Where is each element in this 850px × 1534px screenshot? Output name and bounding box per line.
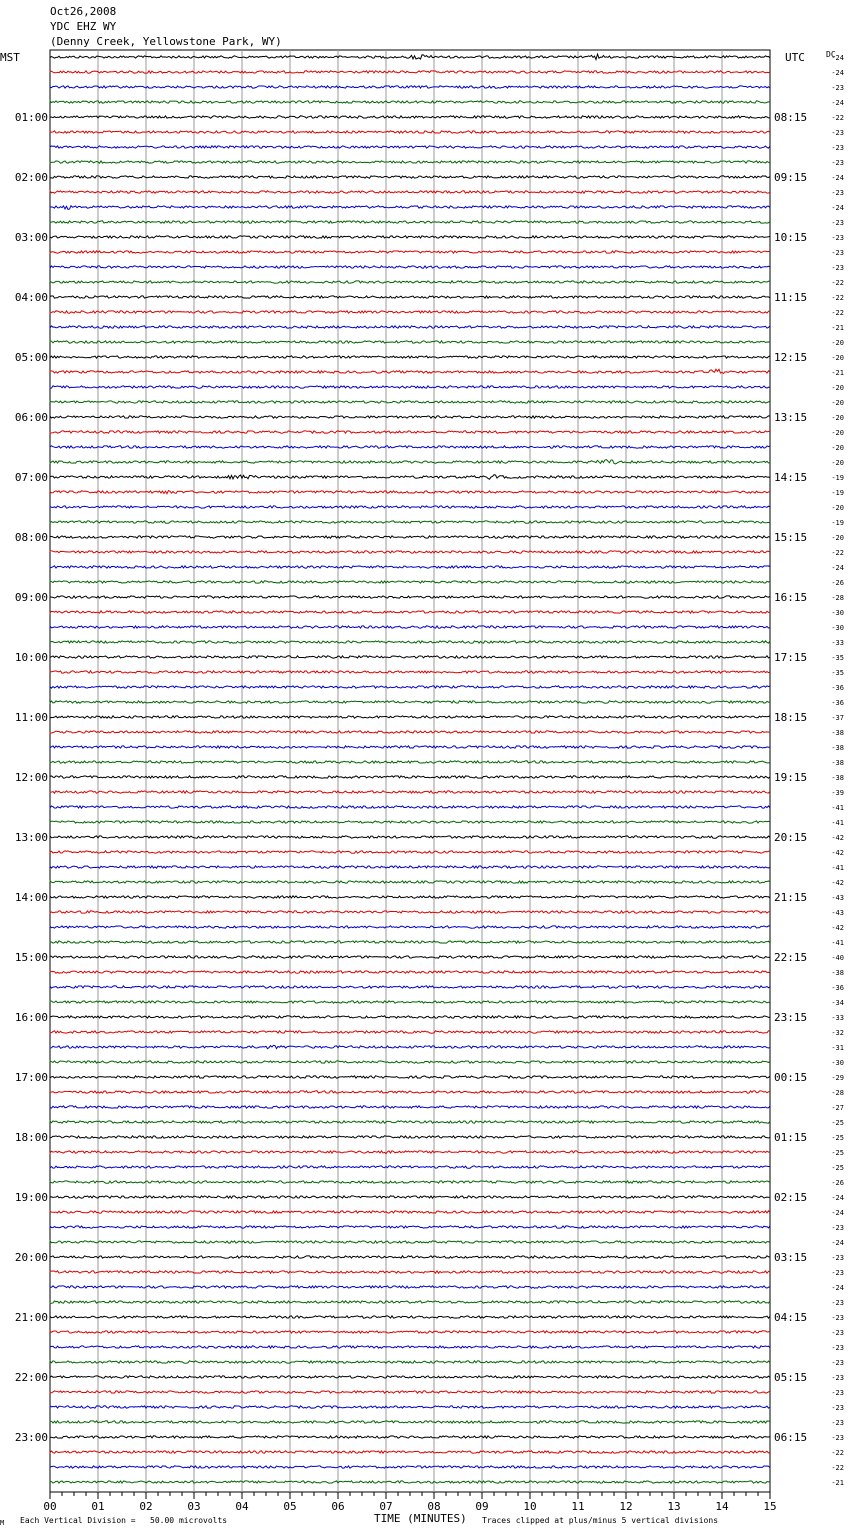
- seismic-trace: [50, 491, 770, 494]
- seismic-trace: [50, 926, 770, 928]
- date-label: Oct26,2008: [50, 5, 117, 18]
- seismic-trace: [50, 1451, 770, 1453]
- dc-offset-label: -24: [831, 1209, 844, 1217]
- dc-offset-label: -41: [831, 864, 844, 872]
- seismic-trace: [50, 866, 770, 868]
- seismic-trace: [50, 161, 770, 163]
- dc-offset-label: -42: [831, 879, 844, 887]
- seismic-trace: [50, 1211, 770, 1213]
- seismic-trace: [50, 1136, 770, 1138]
- dc-offset-label: -42: [831, 834, 844, 842]
- dc-offset-label: -23: [831, 1389, 844, 1397]
- seismic-trace: [50, 416, 770, 418]
- dc-offset-label: -31: [831, 1044, 844, 1052]
- dc-offset-label: -23: [831, 159, 844, 167]
- dc-offset-label: -19: [831, 489, 844, 497]
- seismic-trace: [50, 1271, 770, 1273]
- dc-offset-label: -40: [831, 954, 844, 962]
- seismic-trace: [50, 896, 770, 898]
- left-hour-label: 20:00: [14, 1251, 48, 1264]
- dc-offset-label: -24: [831, 1284, 844, 1292]
- left-hour-label: 04:00: [14, 291, 48, 304]
- seismic-trace: [50, 281, 770, 283]
- right-hour-label: 09:15: [774, 171, 808, 184]
- dc-offset-label: -21: [831, 369, 844, 377]
- left-hour-label: 09:00: [14, 591, 48, 604]
- right-hour-label: 20:15: [774, 831, 808, 844]
- seismic-trace: [50, 116, 770, 118]
- seismic-trace: [50, 1226, 770, 1228]
- seismic-trace: [50, 341, 770, 343]
- location-label: (Denny Creek, Yellowstone Park, WY): [50, 35, 282, 48]
- seismic-trace: [50, 1091, 770, 1093]
- dc-offset-label: -30: [831, 1059, 844, 1067]
- seismic-trace: [50, 386, 770, 388]
- seismic-trace: [50, 971, 770, 973]
- right-hour-label: 19:15: [774, 771, 808, 784]
- seismic-trace: [50, 956, 770, 958]
- seismic-trace: [50, 176, 770, 178]
- seismic-trace: [50, 1196, 770, 1198]
- seismic-trace: [50, 326, 770, 328]
- seismic-trace: [50, 266, 770, 268]
- right-hour-label: 00:15: [774, 1071, 808, 1084]
- dc-offset-label: -35: [831, 654, 844, 662]
- left-hour-label: 08:00: [14, 531, 48, 544]
- dc-offset-label: -24: [831, 99, 844, 107]
- seismic-trace: [50, 296, 770, 298]
- dc-offset-label: -24: [831, 174, 844, 182]
- dc-offset-label: -37: [831, 714, 844, 722]
- dc-offset-label: -38: [831, 729, 844, 737]
- right-hour-label: 03:15: [774, 1251, 808, 1264]
- x-tick-label: 12: [619, 1500, 633, 1513]
- dc-offset-label: -38: [831, 744, 844, 752]
- dc-offset-label: -20: [831, 414, 844, 422]
- dc-offset-label: -29: [831, 1074, 844, 1082]
- seismic-trace: [50, 746, 770, 748]
- dc-offset-label: -23: [831, 1224, 844, 1232]
- seismic-trace: [50, 1121, 770, 1123]
- left-hour-label: 10:00: [14, 651, 48, 664]
- dc-offset-label: -23: [831, 1299, 844, 1307]
- seismic-trace: [50, 536, 770, 538]
- dc-offset-label: -25: [831, 1134, 844, 1142]
- dc-offset-label: -23: [831, 1344, 844, 1352]
- dc-offset-label: -38: [831, 969, 844, 977]
- x-tick-label: 10: [523, 1500, 537, 1513]
- right-hour-label: 12:15: [774, 351, 808, 364]
- dc-offset-label: -26: [831, 579, 844, 587]
- dc-offset-label: -20: [831, 459, 844, 467]
- dc-offset-label: -30: [831, 624, 844, 632]
- dc-offset-label: -25: [831, 1119, 844, 1127]
- seismic-trace: [50, 86, 770, 88]
- x-tick-label: 06: [331, 1500, 345, 1513]
- dc-offset-label: -23: [831, 1434, 844, 1442]
- seismic-trace: [50, 836, 770, 838]
- seismic-trace: [50, 1436, 770, 1438]
- right-hour-label: 15:15: [774, 531, 808, 544]
- dc-offset-label: -23: [831, 189, 844, 197]
- seismic-trace: [50, 1286, 770, 1288]
- dc-offset-label: -24: [831, 69, 844, 77]
- seismic-trace: [50, 566, 770, 568]
- seismic-trace: [50, 131, 770, 133]
- left-hour-label: 16:00: [14, 1011, 48, 1024]
- seismic-trace: [50, 1301, 770, 1303]
- right-hour-label: 08:15: [774, 111, 808, 124]
- dc-offset-label: -22: [831, 279, 844, 287]
- clip-note: Traces clipped at plus/minus 5 vertical divisions: [482, 1516, 719, 1525]
- right-hour-label: 16:15: [774, 591, 808, 604]
- seismic-trace: [50, 1001, 770, 1003]
- right-hour-label: 17:15: [774, 651, 808, 664]
- seismic-trace: [50, 1181, 770, 1183]
- seismic-trace: [50, 1241, 770, 1243]
- seismic-trace: [50, 1466, 770, 1468]
- dc-offset-label: -25: [831, 1149, 844, 1157]
- seismic-trace: [50, 611, 770, 613]
- seismic-trace: [50, 1061, 770, 1063]
- seismic-trace: [50, 656, 770, 658]
- dc-offset-label: -20: [831, 534, 844, 542]
- dc-offset-label: -23: [831, 1419, 844, 1427]
- dc-offset-label: -26: [831, 1179, 844, 1187]
- seismic-trace: [50, 1331, 770, 1333]
- dc-offset-label: -21: [831, 1479, 844, 1487]
- x-tick-label: 01: [91, 1500, 105, 1513]
- dc-offset-label: -23: [831, 1404, 844, 1412]
- seismic-trace: [50, 1316, 770, 1318]
- dc-offset-label: -36: [831, 699, 844, 707]
- right-hour-label: 10:15: [774, 231, 808, 244]
- dc-offset-label: -25: [831, 1164, 844, 1172]
- seismic-trace: [50, 506, 770, 508]
- dc-offset-label: -22: [831, 294, 844, 302]
- seismic-trace: [50, 475, 770, 480]
- seismic-trace: [50, 1045, 770, 1048]
- dc-offset-label: -23: [831, 1374, 844, 1382]
- dc-offset-label: -24: [831, 564, 844, 572]
- dc-offset-label: -23: [831, 249, 844, 257]
- seismic-trace: [50, 221, 770, 223]
- left-hour-label: 17:00: [14, 1071, 48, 1084]
- seismic-trace: [50, 356, 770, 358]
- dc-offset-label: -22: [831, 1449, 844, 1457]
- dc-offset-label: -19: [831, 519, 844, 527]
- dc-offset-label: -36: [831, 984, 844, 992]
- right-hour-label: 18:15: [774, 711, 808, 724]
- seismic-trace: [50, 551, 770, 553]
- seismic-trace: [50, 236, 770, 238]
- dc-offset-label: -20: [831, 399, 844, 407]
- right-hour-label: 14:15: [774, 471, 808, 484]
- dc-offset-label: -24: [831, 1194, 844, 1202]
- left-hour-label: 05:00: [14, 351, 48, 364]
- x-tick-label: 04: [235, 1500, 249, 1513]
- dc-offset-label: -42: [831, 924, 844, 932]
- seismic-trace: [50, 596, 770, 598]
- x-tick-label: 07: [379, 1500, 393, 1513]
- right-timezone-label: UTC: [785, 51, 805, 64]
- dc-offset-label: -20: [831, 444, 844, 452]
- x-tick-label: 02: [139, 1500, 153, 1513]
- seismic-trace: [50, 641, 770, 643]
- dc-offset-label: -38: [831, 759, 844, 767]
- dc-offset-label: -20: [831, 429, 844, 437]
- seismic-trace: [50, 1106, 770, 1108]
- dc-offset-label: -23: [831, 1269, 844, 1277]
- x-axis-title: TIME (MINUTES): [374, 1512, 467, 1525]
- right-hour-label: 22:15: [774, 951, 808, 964]
- dc-offset-label: -24: [831, 1239, 844, 1247]
- dc-offset-label: -22: [831, 1464, 844, 1472]
- dc-offset-label: -33: [831, 639, 844, 647]
- dc-offset-label: -30: [831, 609, 844, 617]
- x-tick-label: 05: [283, 1500, 297, 1513]
- seismic-trace: [50, 71, 770, 73]
- seismic-trace: [50, 460, 770, 464]
- seismic-trace: [50, 521, 770, 523]
- dc-offset-label: -42: [831, 849, 844, 857]
- station-label: YDC EHZ WY: [50, 20, 117, 33]
- seismic-trace: [50, 731, 770, 733]
- left-hour-label: 15:00: [14, 951, 48, 964]
- dc-offset-label: -41: [831, 804, 844, 812]
- right-hour-label: 05:15: [774, 1371, 808, 1384]
- dc-offset-label: -24: [831, 54, 844, 62]
- seismic-trace: [50, 686, 770, 688]
- right-hour-label: 01:15: [774, 1131, 808, 1144]
- left-hour-label: 18:00: [14, 1131, 48, 1144]
- seismic-trace: [50, 1406, 770, 1408]
- seismic-trace: [50, 251, 770, 253]
- seismic-trace: [50, 821, 770, 823]
- right-hour-label: 13:15: [774, 411, 808, 424]
- left-hour-label: 13:00: [14, 831, 48, 844]
- dc-offset-label: -23: [831, 264, 844, 272]
- seismic-trace: [50, 1421, 770, 1423]
- right-hour-label: 02:15: [774, 1191, 808, 1204]
- dc-offset-label: -23: [831, 84, 844, 92]
- seismic-trace: [50, 369, 770, 373]
- seismic-trace: [50, 1376, 770, 1378]
- left-hour-label: 21:00: [14, 1311, 48, 1324]
- left-hour-label: 14:00: [14, 891, 48, 904]
- x-tick-label: 03: [187, 1500, 201, 1513]
- seismic-trace: [50, 806, 770, 808]
- dc-offset-label: -20: [831, 504, 844, 512]
- dc-offset-label: -23: [831, 219, 844, 227]
- seismic-trace: [50, 911, 770, 913]
- dc-offset-label: -43: [831, 894, 844, 902]
- dc-offset-label: -19: [831, 474, 844, 482]
- x-tick-label: 09: [475, 1500, 489, 1513]
- left-hour-label: 19:00: [14, 1191, 48, 1204]
- dc-offset-label: -20: [831, 384, 844, 392]
- seismic-trace: [50, 941, 770, 943]
- left-hour-label: 06:00: [14, 411, 48, 424]
- seismic-trace: [50, 851, 770, 853]
- seismic-trace: [50, 1031, 770, 1033]
- dc-offset-label: -23: [831, 234, 844, 242]
- dc-offset-label: -32: [831, 1029, 844, 1037]
- seismic-trace: [50, 761, 770, 763]
- seismic-trace: [50, 431, 770, 433]
- seismic-trace: [50, 311, 770, 313]
- seismic-trace: [50, 1346, 770, 1348]
- seismic-trace: [50, 1481, 770, 1483]
- dc-offset-label: -38: [831, 774, 844, 782]
- dc-offset-label: -28: [831, 594, 844, 602]
- dc-offset-label: -41: [831, 819, 844, 827]
- seismic-trace: [50, 986, 770, 988]
- dc-offset-label: -23: [831, 129, 844, 137]
- x-tick-label: 14: [715, 1500, 729, 1513]
- x-tick-label: 08: [427, 1500, 441, 1513]
- dc-offset-label: -22: [831, 549, 844, 557]
- dc-offset-label: -39: [831, 789, 844, 797]
- right-hour-label: 21:15: [774, 891, 808, 904]
- seismic-trace: [50, 1166, 770, 1168]
- corner-mark: M: [0, 1519, 5, 1527]
- seismic-trace: [50, 671, 770, 673]
- seismic-trace: [50, 1391, 770, 1393]
- seismic-trace: [50, 716, 770, 718]
- x-tick-label: 00: [43, 1500, 57, 1513]
- seismic-trace: [50, 146, 770, 148]
- right-hour-label: 23:15: [774, 1011, 808, 1024]
- seismic-trace: [50, 581, 770, 583]
- seismic-trace: [50, 1151, 770, 1154]
- dc-offset-label: -23: [831, 1329, 844, 1337]
- seismic-trace: [50, 191, 770, 193]
- seismic-trace: [50, 54, 770, 59]
- left-hour-label: 02:00: [14, 171, 48, 184]
- left-hour-label: 12:00: [14, 771, 48, 784]
- seismic-trace: [50, 1016, 770, 1018]
- dc-offset-label: -28: [831, 1089, 844, 1097]
- dc-offset-label: -27: [831, 1104, 844, 1112]
- seismic-trace: [50, 791, 770, 793]
- dc-offset-label: -22: [831, 309, 844, 317]
- dc-offset-label: -23: [831, 1314, 844, 1322]
- right-hour-label: 06:15: [774, 1431, 808, 1444]
- seismic-trace: [50, 206, 770, 210]
- x-tick-label: 11: [571, 1500, 585, 1513]
- dc-offset-label: -33: [831, 1014, 844, 1022]
- dc-offset-label: -23: [831, 1254, 844, 1262]
- left-hour-label: 22:00: [14, 1371, 48, 1384]
- dc-offset-label: -21: [831, 324, 844, 332]
- seismic-trace: [50, 1256, 770, 1258]
- left-hour-label: 07:00: [14, 471, 48, 484]
- seismic-trace: [50, 101, 770, 103]
- seismic-trace: [50, 701, 770, 703]
- seismic-trace: [50, 881, 770, 883]
- left-hour-label: 23:00: [14, 1431, 48, 1444]
- dc-offset-label: -41: [831, 939, 844, 947]
- left-hour-label: 11:00: [14, 711, 48, 724]
- seismic-trace: [50, 776, 770, 778]
- dc-offset-label: -23: [831, 144, 844, 152]
- dc-offset-label: -43: [831, 909, 844, 917]
- dc-offset-label: -24: [831, 204, 844, 212]
- dc-offset-label: -22: [831, 114, 844, 122]
- dc-offset-label: -36: [831, 684, 844, 692]
- dc-label: DC: [826, 50, 836, 59]
- x-tick-label: 15: [763, 1500, 777, 1513]
- seismic-trace: [50, 626, 770, 628]
- seismic-trace: [50, 1361, 770, 1363]
- seismic-trace: [50, 446, 770, 448]
- dc-offset-label: -20: [831, 354, 844, 362]
- left-hour-label: 03:00: [14, 231, 48, 244]
- left-timezone-label: MST: [0, 51, 20, 64]
- right-hour-label: 11:15: [774, 291, 808, 304]
- seismic-trace: [50, 401, 770, 403]
- seismic-trace: [50, 1076, 770, 1078]
- dc-offset-label: -20: [831, 339, 844, 347]
- dc-offset-label: -35: [831, 669, 844, 677]
- right-hour-label: 04:15: [774, 1311, 808, 1324]
- dc-offset-label: -34: [831, 999, 844, 1007]
- left-hour-label: 01:00: [14, 111, 48, 124]
- dc-offset-label: -23: [831, 1359, 844, 1367]
- x-tick-label: 13: [667, 1500, 681, 1513]
- scale-note: Each Vertical Division = 50.00 microvolts: [20, 1516, 228, 1525]
